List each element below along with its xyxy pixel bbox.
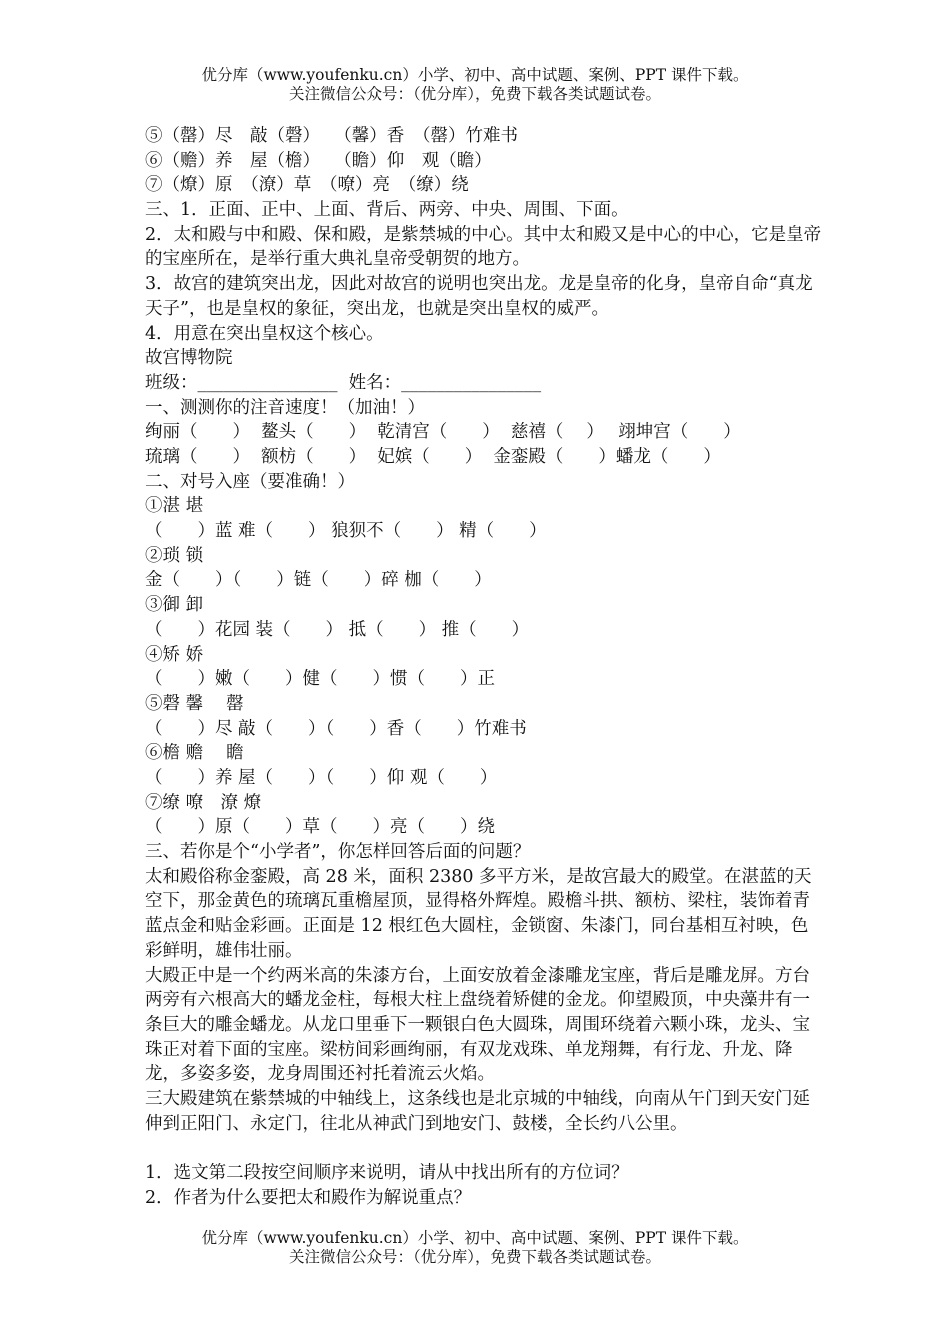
answer-line-5: ⑤（罄）尽 敲（磬） （馨）香 （罄）竹难书 [145, 126, 519, 146]
question-1: 1．选文第二段按空间顺序来说明，请从中找出所有的方位词？ [145, 1163, 629, 1184]
group-6-chars: ⑥檐 赡 瞻 [145, 743, 244, 764]
group-4-blanks: （ ）嫩（ ）健（ ）惯（ ）正 [145, 669, 495, 690]
answer-line-7: ⑦（燎）原 （潦）草 （嘹）亮 （缭）绕 [145, 175, 469, 196]
group-1-blanks: （ ）蓝 难（ ） 狼狈不（ ） 精（ ） [145, 521, 547, 542]
group-7-blanks: （ ）原（ ）草（ ）亮（ ）绕 [145, 817, 495, 838]
footer-line-2: 关注微信公众号：（优分库），免费下载各类试题试卷。 [288, 1248, 661, 1266]
group-5-blanks: （ ）尽 敲（ ）（ ）香（ ）竹难书 [145, 718, 527, 739]
footer-line-1: 优分库（www.youfenku.cn）小学、初中、高中试题、案例、PPT 课件下载。 [201, 1229, 749, 1247]
group-7-chars: ⑦缭 嘹 潦 燎 [145, 792, 262, 813]
header-line-1: 优分库（www.youfenku.cn）小学、初中、高中试题、案例、PPT 课件下载。 [201, 66, 749, 84]
section-3-title: 三、若你是个“小学者”，你怎样回答后面的问题？ [145, 842, 531, 863]
passage-paragraph-2: 大殿正中是一个约两米高的朱漆方台，上面安放着金漆雕龙宝座，背后是雕龙屏。方台两旁有六根高大的蟠龙金柱，每根大柱上盘绕着矫健的金龙。仰望殿顶，中央藻井有一条巨大的雕金蟠龙。从龙口里垂下一颗银白色大圆珠，周围环绕着六颗小珠，龙头、宝珠正对着下面的宝座。梁枋间彩画绚丽，有双龙戏珠、单龙翔舞，有行龙、升龙、降龙，多姿多姿，龙身周围还衬托着流云火焰。 [145, 965, 810, 1085]
group-1-chars: ①湛 堪 [145, 496, 204, 517]
group-6-blanks: （ ）养 屋（ ）（ ）仰 观（ ） [145, 767, 498, 788]
answer-3-3: 3．故宫的建筑突出龙，因此对故宫的说明也突出龙。龙是皇帝的化身，皇帝自命“真龙天子”，也是皇权的象征，突出龙，也就是突出皇权的威严。 [145, 274, 813, 319]
passage-paragraph-1: 太和殿俗称金銮殿，高 28 米，面积 2380 多平方米，是故宫最大的殿堂。在湛蓝的天空下，那金黄色的琉璃瓦重檐屋顶，显得格外辉煌。殿檐斗拱、额枋、梁柱，装饰着青蓝点金和贴金彩画。正面是 12 根红色大圆柱，金锁窗、朱漆门，同台基相互衬映，色彩鲜明，雄伟壮丽。 [145, 866, 812, 961]
worksheet-title: 故宫博物院 [145, 348, 233, 369]
passage-paragraph-3: 三大殿建筑在紫禁城的中轴线上，这条线也是北京城的中轴线，向南从午门到天安门延伸到正阳门、永定门，往北从神武门到地安门、鼓楼，全长约八公里。 [145, 1089, 810, 1134]
class-name-line: 班级：________________ 姓名：________________ [145, 372, 542, 393]
group-2-chars: ②琐 锁 [145, 545, 204, 566]
answer-3-1: 三、1．正面、正中、上面、背后、两旁、中央、周围、下面。 [145, 200, 629, 221]
question-2: 2．作者为什么要把太和殿作为解说重点？ [145, 1187, 472, 1208]
header-line-2: 关注微信公众号：（优分库），免费下载各类试题试卷。 [288, 85, 661, 103]
page-header [0, 66, 950, 104]
group-5-chars: ⑤磬 馨 罄 [145, 693, 244, 714]
answer-3-4: 4．用意在突出皇权这个核心。 [145, 323, 384, 344]
group-4-chars: ④矫 娇 [145, 644, 204, 665]
document-body [145, 124, 825, 1211]
pinyin-row-2: 琉璃（ ） 额枋（ ） 妃嫔（ ） 金銮殿（ ）蟠龙（ ） [145, 447, 721, 468]
group-3-blanks: （ ）花园 装（ ） 抵（ ） 推（ ） [145, 619, 530, 640]
blank-line [145, 1136, 825, 1161]
page-footer [0, 1229, 950, 1267]
pinyin-row-1: 绚丽（ ） 鳌头（ ） 乾清宫（ ） 慈禧（ ） 翊坤宫（ ） [145, 422, 741, 443]
section-1-title: 一、测测你的注音速度！（加油！） [145, 397, 425, 418]
answer-line-6: ⑥（赡）养 屋（檐） （瞻）仰 观（瞻） [145, 150, 492, 171]
section-2-title: 二、对号入座（要准确！） [145, 471, 355, 492]
group-3-chars: ③御 卸 [145, 595, 204, 616]
answer-3-2: 2．太和殿与中和殿、保和殿，是紫禁城的中心。其中太和殿又是中心的中心，它是皇帝的宝座所在，是举行重大典礼皇帝受朝贺的地方。 [145, 224, 822, 270]
group-2-blanks: 金（ ）（ ）链（ ）碎 枷（ ） [145, 570, 492, 591]
